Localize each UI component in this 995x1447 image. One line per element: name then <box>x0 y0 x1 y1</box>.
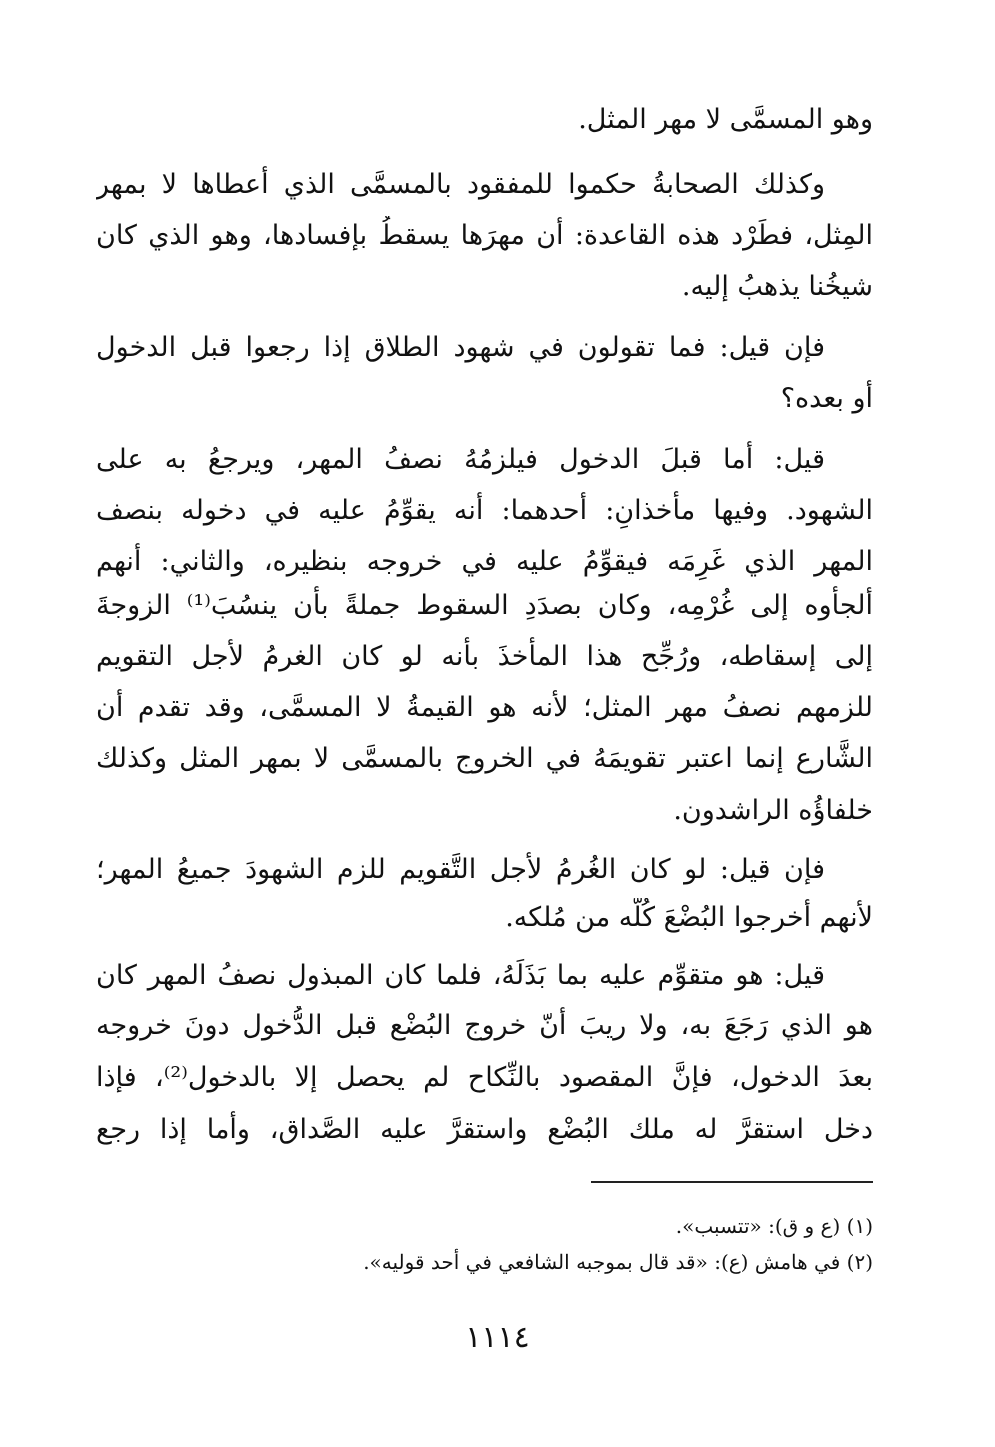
text-line: لأنهم أخرجوا البُضْعَ كُلَّه من مُلكه. <box>505 902 873 933</box>
text-line: أو بعده؟ <box>780 383 873 414</box>
text-line: المِثل، فطَرْد هذه القاعدة: أن مهرَها يسقطُ بإفسادها، وهو الذي كان <box>96 220 873 251</box>
footnote-divider <box>591 1181 873 1183</box>
text-line: قيل: هو متقوِّم عليه بما بَذَلَهُ، فلما كان المبذول نصفُ المهر كان <box>96 960 825 991</box>
text-line: الشهود. وفيها مأخذانِ: أحدهما: أنه يقوِّمُ عليه في دخوله بنصف <box>96 495 873 526</box>
text-line: فإن قيل: فما تقولون في شهود الطلاق إذا رجعوا قبل الدخول <box>96 332 825 363</box>
footnote: (١) (ع و ق): «تتسبب». <box>675 1214 873 1238</box>
text-line: المهر الذي غَرِمَه فيقوِّمُ عليه في خروجه بنظيره، والثاني: أنهم <box>96 546 873 577</box>
text-line: وكذلك الصحابةُ حكموا للمفقود بالمسمَّى الذي أعطاها لا بمهر <box>96 169 825 200</box>
text-line: فإن قيل: لو كان الغُرمُ لأجل التَّقويم للزم الشهودَ جميعُ المهر؛ <box>96 854 825 885</box>
text-line: وهو المسمَّى لا مهر المثل. <box>578 104 873 135</box>
text-line: بعدَ الدخول، فإنَّ المقصود بالنِّكاح لم يحصل إلا بالدخول⁽²⁾، فإذا <box>96 1062 873 1093</box>
page-number: ١١١٤ <box>465 1320 530 1355</box>
text-line: ألجأوه إلى غُرْمِه، وكان بصدَدِ السقوط جملةً بأن ينسُبَ⁽¹⁾ الزوجةَ <box>96 590 873 621</box>
text-line: هو الذي رَجَعَ به، ولا ريبَ أنّ خروج البُضْع قبل الدُّخول دونَ خروجه <box>96 1010 873 1041</box>
text-line: للزمهم نصفُ مهر المثل؛ لأنه هو القيمةُ لا المسمَّى، وقد تقدم أن <box>96 692 873 723</box>
text-line: قيل: أما قبلَ الدخول فيلزمُهُ نصفُ المهر، ويرجعُ به على <box>96 444 825 475</box>
text-line: دخل استقرَّ له ملك البُضْع واستقرَّ عليه الصَّداق، وأما إذا رجع <box>96 1114 873 1145</box>
footnote: (٢) في هامش (ع): «قد قال بموجبه الشافعي في أحد قوليه». <box>363 1250 873 1274</box>
text-line: خلفاؤُه الراشدون. <box>673 795 873 826</box>
text-line: إلى إسقاطه، ورُجِّح هذا المأخذَ بأنه لو كان الغرمُ لأجل التقويم <box>96 641 873 672</box>
text-line: شيخُنا يذهبُ إليه. <box>681 271 873 302</box>
text-line: الشَّارع إنما اعتبر تقويمَهُ في الخروج بالمسمَّى لا بمهر المثل وكذلك <box>96 743 873 774</box>
